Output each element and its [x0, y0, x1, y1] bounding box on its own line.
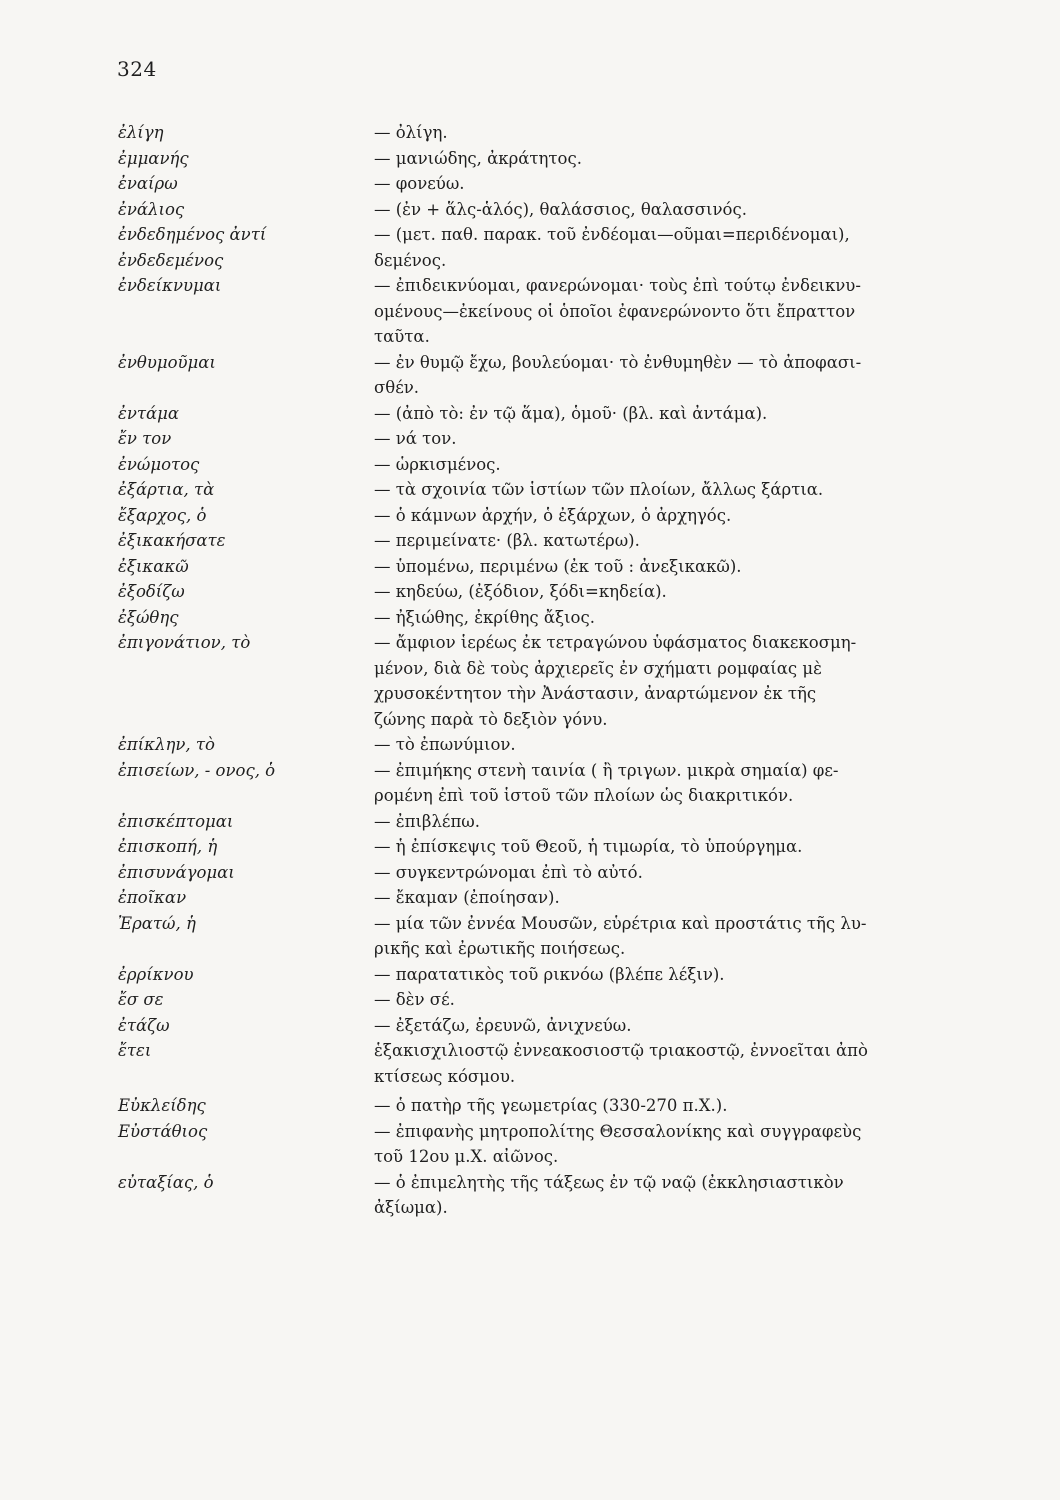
entry-definition [374, 911, 1018, 962]
entry-definition [374, 860, 1018, 886]
definition-line: — ὀλίγη. [374, 123, 448, 142]
glossary-entry [118, 426, 1018, 452]
entry-term: ἐπισκοπή, ἡ [118, 837, 218, 856]
entry-definition [374, 579, 1018, 605]
glossary-entry [118, 605, 1018, 631]
glossary-entry [118, 962, 1018, 988]
entry-term: ἐπισκέπτομαι [118, 811, 234, 831]
glossary-entry [118, 401, 1018, 427]
glossary-entry [118, 834, 1018, 860]
glossary-entry [118, 1093, 1018, 1119]
definition-line: — φονεύω. [374, 174, 465, 193]
definition-line: — ἐν θυμῷ ἔχω, βουλεύομαι· τὸ ἐνθυμηθὲν — τὸ ἀποφασι- [374, 352, 862, 372]
entry-term: ἐπισείων, - ονος, ὁ [118, 760, 276, 780]
entry-definition [374, 528, 1018, 554]
glossary-entry [118, 146, 1018, 172]
glossary-entry [118, 758, 1018, 809]
definition-line: — (μετ. παθ. παρακ. τοῦ ἐνδέομαι—οῦμαι=περιδένομαι), [374, 225, 850, 244]
definition-line: — ὁ πατὴρ τῆς γεωμετρίας (330-270 π.Χ.). [374, 1096, 728, 1115]
definition-line: ἑξακισχιλιοστῷ ἐννεακοσιοστῷ τριακοστῷ, ἐννοεῖται ἀπὸ [374, 1041, 868, 1060]
glossary-entry [118, 1170, 1018, 1221]
glossary-entry [118, 579, 1018, 605]
definition-line: — ἐξετάζω, ἐρευνῶ, ἀνιχνεύω. [374, 1015, 632, 1035]
entry-term: ἐλίγη [118, 123, 164, 142]
entry-definition [374, 222, 1018, 273]
entry-term: ἔν τον [118, 429, 172, 448]
definition-line: — ὁ κάμνων ἀρχήν, ὁ ἐξάρχων, ὁ ἀρχηγός. [374, 505, 732, 525]
definition-line: — περιμείνατε· (βλ. κατωτέρω). [374, 531, 640, 550]
entry-definition [374, 273, 1018, 350]
glossary-entry [118, 477, 1018, 503]
entry-definition [374, 350, 1018, 401]
entry-term: ἐξικακῶ [118, 556, 189, 576]
entry-definition [374, 146, 1018, 172]
entry-definition [374, 197, 1018, 223]
entry-term: ἐμμανής [118, 148, 189, 168]
glossary-entry [118, 120, 1018, 146]
glossary-entry [118, 197, 1018, 223]
definition-line: ταῦτα. [374, 327, 430, 346]
glossary-entry [118, 503, 1018, 529]
entry-term: εὐταξίας, ὁ [118, 1172, 214, 1192]
entry-term: ἐτάζω [118, 1015, 170, 1035]
entry-definition [374, 630, 1018, 732]
entry-definition [374, 732, 1018, 758]
glossary-entry [118, 171, 1018, 197]
definition-line: — ἔκαμαν (ἐποίησαν). [374, 888, 560, 907]
entry-definition [374, 1013, 1018, 1039]
entry-definition [374, 834, 1018, 860]
definition-line: — (ἀπὸ τὸ: ἐν τῷ ἅμα), ὁμοῦ· (βλ. καὶ ἀντάμα). [374, 403, 768, 423]
entry-term: ἐξώθης [118, 607, 179, 627]
glossary-entry [118, 630, 1018, 732]
entry-definition [374, 987, 1018, 1013]
definition-line: — συγκεντρώνομαι ἐπὶ τὸ αὐτό. [374, 862, 643, 882]
entry-definition [374, 1170, 1018, 1221]
entry-definition [374, 426, 1018, 452]
entry-term: ἐναίρω [118, 174, 178, 193]
entry-term: ἐνδεδημένος ἀντί ἐνδεδεμένος [118, 225, 267, 270]
definition-line: — νά τον. [374, 429, 457, 448]
definition-line: κτίσεως κόσμου. [374, 1066, 516, 1086]
entry-definition [374, 503, 1018, 529]
definition-line: — κηδεύω, (ἐξόδιον, ξόδι=κηδεία). [374, 582, 667, 601]
entry-term: Εὐκλείδης [118, 1096, 206, 1115]
glossary-entry [118, 732, 1018, 758]
definition-line: ρικῆς καὶ ἐρωτικῆς ποιήσεως. [374, 939, 626, 958]
entry-term: Ἐρατώ, ἡ [118, 913, 196, 933]
entry-definition [374, 809, 1018, 835]
definition-line: — ἡ ἐπίσκεψις τοῦ Θεοῦ, ἡ τιμωρία, τὸ ὑπούργημα. [374, 837, 803, 856]
entry-definition [374, 554, 1018, 580]
entry-definition [374, 120, 1018, 146]
definition-line: σθέν. [374, 378, 420, 397]
entry-term: ἐξοδίζω [118, 582, 185, 601]
entry-term: ἔτει [118, 1041, 152, 1060]
definition-line: ἀξίωμα). [374, 1198, 448, 1217]
definition-line: — ὡρκισμένος. [374, 454, 501, 474]
entry-definition [374, 1119, 1018, 1170]
glossary-entry [118, 1038, 1018, 1089]
definition-line: — παρατατικὸς τοῦ ρικνόω (βλέπε λέξιν). [374, 964, 725, 984]
entry-definition [374, 1093, 1018, 1119]
glossary-entry [118, 885, 1018, 911]
entry-term: ἐποῖκαν [118, 888, 187, 907]
entry-definition [374, 962, 1018, 988]
definition-line: ομένους—ἐκείνους οἱ ὁποῖοι ἐφανερώνοντο ὅτι ἔπραττον [374, 301, 856, 321]
glossary-entry [118, 1013, 1018, 1039]
definition-line: — ὁ ἐπιμελητὴς τῆς τάξεως ἐν τῷ ναῷ (ἐκκλησιαστικὸν [374, 1172, 844, 1192]
glossary-entry [118, 987, 1018, 1013]
glossary-entry [118, 1119, 1018, 1170]
entry-definition [374, 171, 1018, 197]
definition-line: — μανιώδης, ἀκράτητος. [374, 148, 582, 168]
entry-term: ἐξάρτια, τὰ [118, 480, 215, 499]
glossary-entry [118, 350, 1018, 401]
entry-term: ἐνώμοτος [118, 454, 200, 474]
entry-definition [374, 605, 1018, 631]
glossary-entry [118, 809, 1018, 835]
definition-line: — δὲν σέ. [374, 990, 455, 1009]
entry-term: ἐντάμα [118, 403, 180, 423]
definition-line: — τὰ σχοινία τῶν ἱστίων τῶν πλοίων, ἄλλως ξάρτια. [374, 480, 824, 499]
definition-line: ρομένη ἐπὶ τοῦ ἱστοῦ τῶν πλοίων ὡς διακριτικόν. [374, 786, 794, 805]
definition-line: τοῦ 12ου μ.Χ. αἰῶνος. [374, 1147, 559, 1166]
definition-line: δεμένος. [374, 250, 447, 270]
definition-line: — ἠξιώθης, ἐκρίθης ἄξιος. [374, 607, 595, 627]
glossary-entry [118, 554, 1018, 580]
entry-definition [374, 758, 1018, 809]
glossary-list [118, 120, 1018, 1221]
entry-term: ἐπιγονάτιον, τὸ [118, 633, 251, 652]
page-number: 324 [117, 57, 157, 81]
entry-term: ἐπίκλην, τὸ [118, 735, 215, 754]
entry-definition [374, 1038, 1018, 1089]
entry-definition [374, 885, 1018, 911]
entry-term: ἐξικακήσατε [118, 531, 226, 550]
glossary-entry [118, 222, 1018, 273]
entry-term: Εὐστάθιος [118, 1121, 208, 1141]
definition-line: — (ἐν + ἅλς-ἁλός), θαλάσσιος, θαλασσινός. [374, 199, 747, 219]
entry-term: ἐνάλιος [118, 199, 185, 219]
definition-line: — ἐπιδεικνύομαι, φανερώνομαι· τοὺς ἐπὶ τούτῳ ἐνδεικνυ- [374, 276, 861, 295]
glossary-entry [118, 911, 1018, 962]
definition-line: ζώνης παρὰ τὸ δεξιὸν γόνυ. [374, 709, 608, 729]
glossary-entry [118, 273, 1018, 350]
definition-line: χρυσοκέντητον τὴν Ἀνάστασιν, ἀναρτώμενον ἐκ τῆς [374, 684, 817, 703]
definition-line: — ἐπιβλέπω. [374, 811, 481, 831]
entry-term: ἐπισυνάγομαι [118, 862, 235, 882]
glossary-entry [118, 452, 1018, 478]
definition-line: μένον, διὰ δὲ τοὺς ἀρχιερεῖς ἐν σχήματι ρομφαίας μὲ [374, 658, 822, 678]
glossary-entry [118, 860, 1018, 886]
definition-line: — ὑπομένω, περιμένω (ἐκ τοῦ : ἀνεξικακῶ). [374, 556, 742, 576]
definition-line: — μία τῶν ἐννέα Μουσῶν, εὑρέτρια καὶ προστάτις τῆς λυ- [374, 913, 867, 933]
entry-definition [374, 477, 1018, 503]
glossary-entry [118, 528, 1018, 554]
definition-line: — ἐπιφανὴς μητροπολίτης Θεσσαλονίκης καὶ συγγραφεὺς [374, 1121, 862, 1141]
definition-line: — ἄμφιον ἱερέως ἐκ τετραγώνου ὑφάσματος διακεκοσμη- [374, 633, 857, 652]
entry-term: ἐρρίκνου [118, 964, 194, 984]
entry-term: ἔξαρχος, ὁ [118, 505, 207, 525]
entry-term: ἔσ σε [118, 990, 164, 1009]
definition-line: — ἐπιμήκης στενὴ ταινία ( ἢ τριγων. μικρὰ σημαία) φε- [374, 760, 839, 780]
entry-definition [374, 401, 1018, 427]
entry-term: ἐνθυμοῦμαι [118, 352, 216, 372]
definition-line: — τὸ ἐπωνύμιον. [374, 735, 516, 754]
entry-definition [374, 452, 1018, 478]
entry-term: ἐνδείκνυμαι [118, 276, 222, 295]
